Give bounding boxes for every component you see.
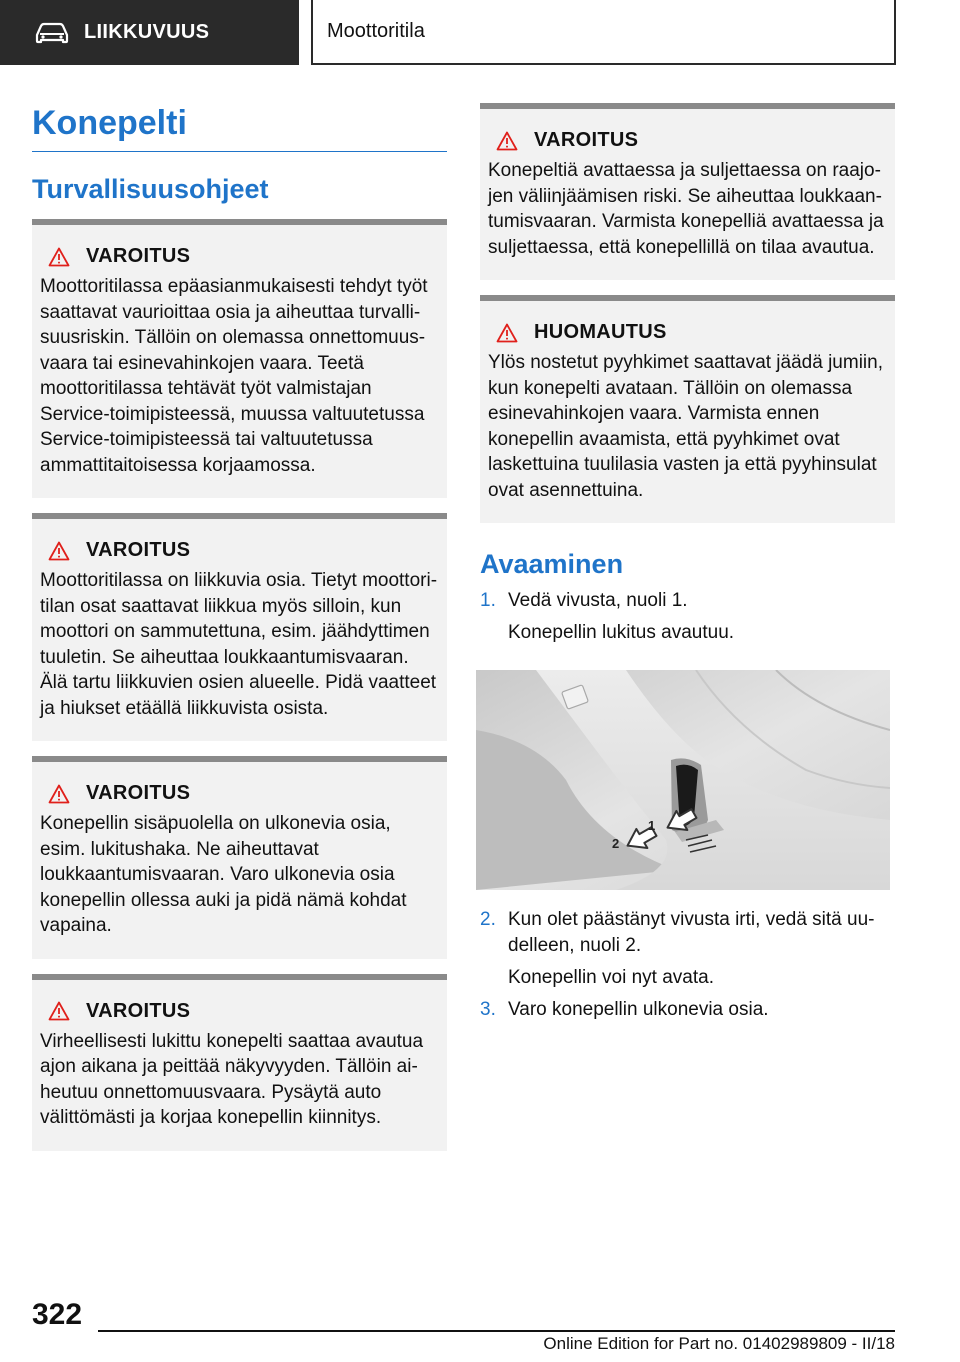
section-title-opening: Avaaminen	[480, 549, 624, 579]
warning-box	[32, 756, 447, 959]
left-column	[32, 100, 447, 1166]
notice-head	[496, 321, 887, 344]
section-title-safety: Turvallisuusohjeet	[32, 174, 269, 204]
warning-box	[480, 103, 895, 280]
hood-release-lever-illustration	[476, 670, 890, 890]
warning-label: VAROITUS	[86, 539, 191, 561]
warning-label: VAROITUS	[86, 999, 191, 1022]
warning-triangle-icon	[496, 323, 518, 343]
warning-text: Konepeltiä avattaessa ja suljettaessa on raajojen väliinjäämisen riski. Se aiheuttaa loukkaantumisvaaran. Varmista konepelliä avattaessa ja suljettaessa, että konepellillä on tilaa avautua.	[488, 160, 884, 258]
arrow-label-1: 1	[648, 818, 656, 833]
footer-rule	[98, 1330, 895, 1332]
step-text: Vedä vivusta, nuoli 1.	[508, 590, 688, 611]
step-number: 2.	[480, 909, 496, 930]
warning-head	[496, 129, 887, 152]
warning-text: Virheellisesti lukittu konepelti saattaa avautua ajon aikana ja peittää näkyvyyden. Tällöin aiheutuu onnettomuusvaara. Pysäytä auto välittömästi ja korjaa konepellin kiinnitys.	[40, 1030, 424, 1128]
step-item	[480, 588, 895, 614]
warning-label: VAROITUS	[534, 129, 639, 151]
step-item	[480, 907, 895, 959]
warning-triangle-icon	[48, 541, 70, 561]
step-result: Konepellin lukitus avautuu.	[508, 622, 735, 643]
step-text: Kun olet päästänyt vivusta irti, vedä sitä uudelleen, nuoli 2.	[508, 909, 875, 956]
step-item	[480, 997, 895, 1023]
right-column	[480, 103, 895, 1029]
warning-triangle-icon	[48, 247, 70, 267]
warning-triangle-icon	[48, 784, 70, 804]
notice-label: HUOMAUTUS	[534, 321, 667, 343]
page-title: Konepelti	[32, 104, 447, 152]
warning-box	[32, 219, 447, 498]
header-section-tab	[0, 0, 299, 65]
notice-box	[480, 295, 895, 523]
step-result: Konepellin voi nyt avata.	[508, 967, 714, 988]
header-section-label: LIIKKUVUUS	[84, 21, 210, 43]
warning-head	[48, 1000, 439, 1023]
warning-label: VAROITUS	[86, 245, 191, 267]
warning-head	[48, 245, 439, 268]
warning-triangle-icon	[496, 131, 518, 151]
warning-head	[48, 539, 439, 562]
warning-triangle-icon	[48, 1001, 70, 1021]
warning-box	[32, 974, 447, 1151]
warning-head	[48, 782, 439, 805]
warning-label: VAROITUS	[86, 782, 191, 804]
footer-edition: Online Edition for Part no. 01402989809 - II/18	[543, 1334, 895, 1353]
step-text: Varo konepellin ulkonevia osia.	[508, 999, 769, 1020]
warning-box	[32, 513, 447, 741]
step-number: 1.	[480, 590, 496, 611]
warning-text: Moottoritilassa epäasianmukaisesti tehdyt työt saattavat vaurioittaa osia ja aiheuttaa turvallisuusriskin. Tällöin on olemassa onnettomuusvaara tai esinevahinkojen vaara. Teetä moottoritilassa tehtävät työt valmistajan Service-toimipisteessä, muussa valtuutetussa Service-toimipisteessä tai valtuutetussa ammattitaitoisessa korjaamossa.	[40, 276, 428, 476]
arrow-label-2: 2	[612, 836, 620, 851]
step-number: 3.	[480, 999, 496, 1020]
warning-text: Moottoritilassa on liikkuvia osia. Tietyt moottoritilan osat saattavat liikkua myös silloin, kun moottori on sammutettuna, esim. jäähdyttimen tuuletin. Se aiheuttaa loukkaantumisvaaran. Älä tartu liikkuvien osien alueelle. Pidä vaatteet ja hiukset etäällä liikkuvista osista.	[40, 570, 438, 719]
header-topic-label: Moottoritila	[327, 20, 425, 42]
page-number: 322	[32, 1298, 83, 1331]
notice-text: Ylös nostetut pyyhkimet saattavat jäädä jumiin, kun konepelti avataan. Tällöin on olemassa esinevahinkojen vaara. Varmista ennen konepellin avaamista, että pyyhkimet ovat laskettuina tuulilasia vasten ja että pyyhinsulat ovat asennettuina.	[488, 352, 883, 501]
header-topic	[311, 0, 896, 65]
car-icon	[34, 21, 70, 45]
warning-text: Konepellin sisäpuolella on ulkonevia osia, esim. lukitushaka. Ne aiheuttavat loukkaantumisvaaran. Varo ulkonevia osia konepellin ollessa auki ja pidä nämä kohdat vapaina.	[40, 813, 407, 936]
